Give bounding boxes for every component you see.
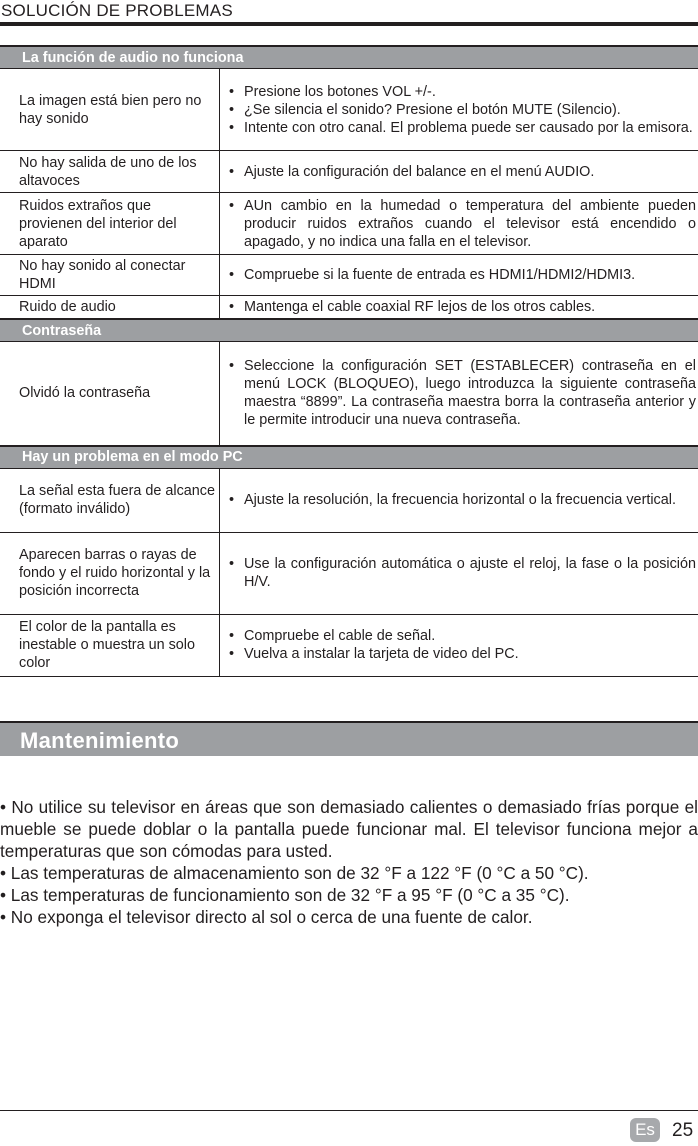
language-badge: Es [630, 1118, 660, 1142]
solution-cell [220, 468, 698, 532]
table-row [0, 193, 698, 255]
table-row [0, 296, 698, 320]
problem-cell: Olvidó la contraseña [0, 342, 220, 446]
problem-cell: Ruido de audio [0, 296, 220, 320]
table-row [0, 532, 698, 614]
problem-cell: Ruidos extraños que provienen del interior del aparato [0, 193, 220, 255]
table-row [0, 468, 698, 532]
solution-item: • Vuelva a instalar la tarjeta de video del PC. [226, 645, 696, 663]
solution-item: • Intente con otro canal. El problema puede ser causado por la emisora. [226, 119, 696, 137]
solution-cell [220, 69, 698, 151]
problem-cell: No hay salida de uno de los altavoces [0, 151, 220, 193]
section-title: Hay un problema en el modo PC [0, 446, 698, 469]
maintenance-text [0, 796, 698, 928]
section-header-pc-mode [0, 446, 698, 469]
maintenance-paragraph: • Las temperaturas de funcionamiento son de 32 °F a 95 °F (0 °C a 35 °C). [0, 885, 570, 905]
section-title: Contraseña [0, 319, 698, 342]
solution-cell [220, 255, 698, 296]
problem-cell: La imagen está bien pero no hay sonido [0, 69, 220, 151]
solution-cell [220, 151, 698, 193]
maintenance-heading-bar [0, 721, 698, 756]
problem-cell: El color de la pantalla es inestable o muestra un solo color [0, 614, 220, 676]
solution-cell [220, 532, 698, 614]
problem-cell: No hay sonido al conectar HDMI [0, 255, 220, 296]
footer-divider [0, 1110, 698, 1111]
page-header [0, 0, 698, 26]
page-number: 25 [672, 1120, 694, 1141]
solution-cell [220, 193, 698, 255]
section-header-audio [0, 46, 698, 69]
solution-cell [220, 614, 698, 676]
table-row [0, 342, 698, 446]
solution-item: • AUn cambio en la humedad o temperatura del ambiente pueden producir ruidos extraños cuando el televisor está encendido o apagado, y no indica una falla en el televisor. [226, 197, 696, 251]
maintenance-paragraph: • Las temperaturas de almacenamiento son de 32 °F a 122 °F (0 °C a 50 °C). [0, 863, 589, 883]
solution-item: • Ajuste la resolución, la frecuencia horizontal o la frecuencia vertical. [226, 491, 696, 509]
section-header-password [0, 319, 698, 342]
section-title: La función de audio no funciona [0, 46, 698, 69]
solution-item: • Compruebe si la fuente de entrada es HDMI1/HDMI2/HDMI3. [226, 266, 696, 284]
solution-item: • Presione los botones VOL +/-. [226, 83, 696, 101]
solution-cell [220, 296, 698, 320]
table-row [0, 614, 698, 676]
solution-item: • Use la configuración automática o ajuste el reloj, la fase o la posición H/V. [226, 555, 696, 591]
table-row [0, 255, 698, 296]
problem-cell: Aparecen barras o rayas de fondo y el ruido horizontal y la posición incorrecta [0, 532, 220, 614]
table-row [0, 69, 698, 151]
table-row [0, 151, 698, 193]
solution-item: • Seleccione la configuración SET (ESTABLECER) contraseña en el menú LOCK (BLOQUEO), luego introduzca la siguiente contraseña maestra “8899”. La contraseña maestra borra la contraseña anterior y le permite introducir una nueva contraseña. [226, 357, 696, 429]
page-title: SOLUCIÓN DE PROBLEMAS [1, 1, 233, 20]
solution-item: • ¿Se silencia el sonido? Presione el botón MUTE (Silencio). [226, 101, 696, 119]
solution-item: • Compruebe el cable de señal. [226, 627, 696, 645]
maintenance-paragraph: • No exponga el televisor directo al sol o cerca de una fuente de calor. [0, 907, 533, 927]
troubleshooting-table [0, 45, 698, 677]
maintenance-title: Mantenimiento [20, 728, 180, 753]
solution-item: • Mantenga el cable coaxial RF lejos de los otros cables. [226, 298, 696, 316]
problem-cell: La señal esta fuera de alcance (formato inválido) [0, 468, 220, 532]
solution-cell [220, 342, 698, 446]
solution-item: • Ajuste la configuración del balance en el menú AUDIO. [226, 163, 696, 181]
maintenance-paragraph: • No utilice su televisor en áreas que son demasiado calientes o demasiado frías porque el mueble se puede doblar o la pantalla puede funcionar mal. El televisor funciona mejor a temperaturas que son cómodas para usted. [0, 797, 698, 861]
